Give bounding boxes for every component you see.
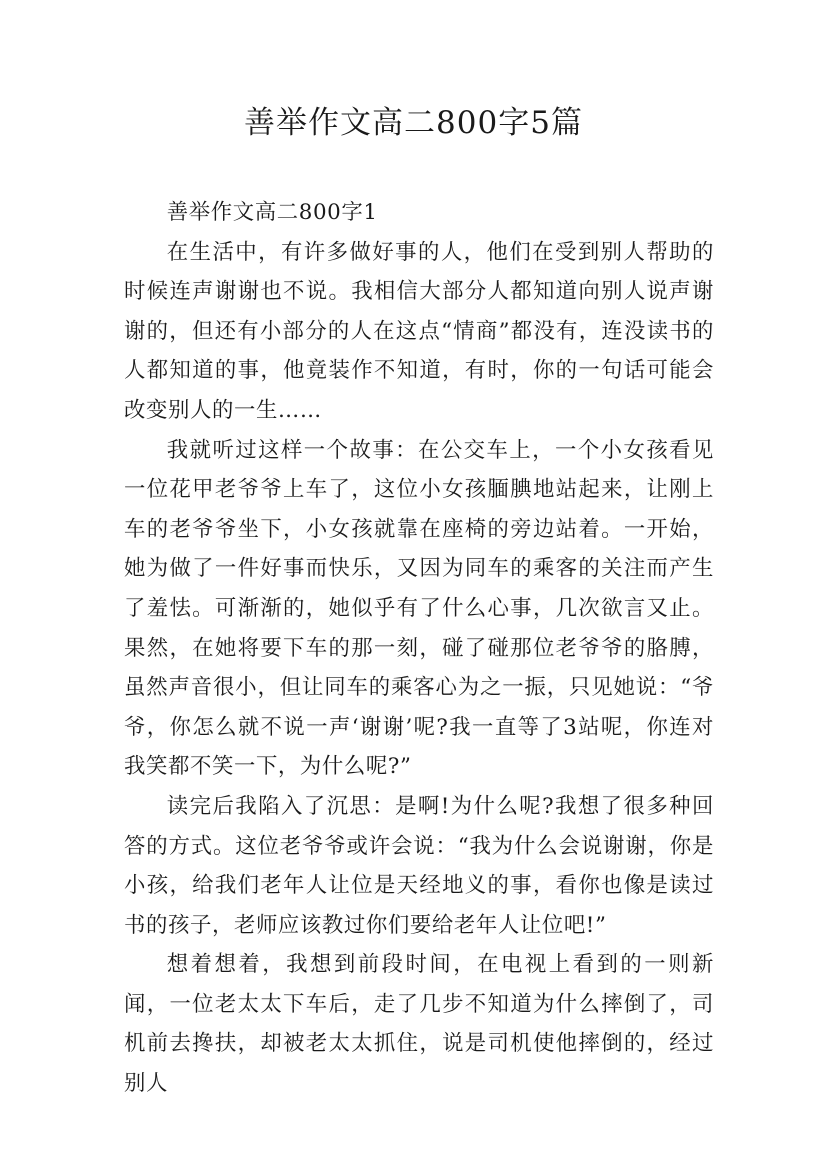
paragraph: 在生活中，有许多做好事的人，他们在受到别人帮助的时候连声谢谢也不说。我相信大部分人都知道向别人说声谢谢的，但还有小部分的人在这点“情商”都没有，连没读书的人都知道的事，他竟装作不知道，有时，你的一句话可能会改变别人的一生…… xyxy=(124,239,714,423)
section-title: 善举作文高二800字1 xyxy=(166,200,378,225)
document-body xyxy=(124,193,714,1104)
paragraph: 我就听过这样一个故事：在公交车上，一个小女孩看见一位花甲老爷爷上车了，这位小女孩腼腆地站起来，让刚上车的老爷爷坐下，小女孩就靠在座椅的旁边站着。一开始，她为做了一件好事而快乐，又因为同车的乘客的关注而产生了羞怯。可渐渐的，她似乎有了什么心事，几次欲言又止。果然，在她将要下车的那一刻，碰了碰那位老爷爷的胳膊，虽然声音很小，但让同车的乘客心为之一振，只见她说：“爷爷，你怎么就不说一声‘谢谢’呢?我一直等了3站呢，你连对我笑都不笑一下，为什么呢?” xyxy=(124,437,714,780)
paragraph: 读完后我陷入了沉思：是啊!为什么呢?我想了很多种回答的方式。这位老爷爷或许会说：“我为什么会说谢谢，你是小孩，给我们老年人让位是天经地义的事，看你也像是读过书的孩子，老师应该教过你们要给老年人让位吧!” xyxy=(124,793,714,938)
paragraph: 想着想着，我想到前段时间，在电视上看到的一则新闻，一位老太太下车后，走了几步不知道为什么摔倒了，司机前去搀扶，却被老太太抓住，说是司机使他摔倒的，经过别人 xyxy=(124,952,714,1097)
document-title: 善举作文高二800字5篇 xyxy=(244,105,583,141)
